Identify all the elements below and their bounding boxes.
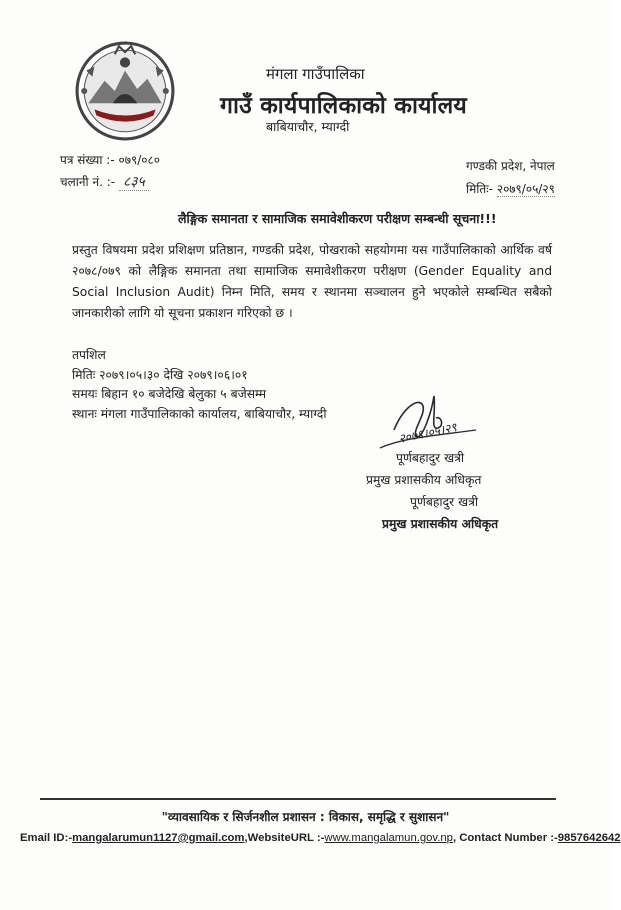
dispatch-number-value: ८३५ bbox=[119, 174, 149, 191]
signer-title-printed: प्रमुख प्रशासकीय अधिकृत bbox=[382, 517, 499, 531]
nepal-emblem-icon bbox=[74, 40, 176, 142]
contact-number[interactable]: 9857642642 bbox=[557, 832, 621, 844]
office-location: बाबियाचौर, म्याग्दी bbox=[266, 119, 350, 134]
signature-scribble bbox=[372, 390, 482, 452]
contact-label: , Contact Number :- bbox=[452, 832, 558, 844]
footer-contact bbox=[20, 832, 621, 844]
details-place: स्थानः मंगला गाउँपालिकाको कार्यालय, बाबियाचौर, म्याग्दी bbox=[72, 406, 327, 421]
letter-date-value: २०७९/०५/२९ bbox=[496, 182, 555, 196]
dispatch-number bbox=[60, 172, 149, 191]
details-heading: तपशिल bbox=[72, 348, 106, 362]
footer-divider bbox=[40, 798, 556, 800]
province-label: गण्डकी प्रदेश, नेपाल bbox=[466, 159, 555, 173]
website-label: ,WebsiteURL :- bbox=[244, 832, 325, 844]
notice-details bbox=[72, 346, 327, 424]
footer-slogan: "व्यावसायिक र सिर्जनशील प्रशासन : विकास, समृद्धि र सुशासन" bbox=[161, 810, 450, 824]
dispatch-number-label: चलानी नं. :- bbox=[60, 175, 116, 189]
municipality-name: मंगला गाउँपालिका bbox=[266, 65, 365, 83]
website-link[interactable]: www.mangalamun.gov.np bbox=[324, 832, 453, 844]
notice-body: प्रस्तुत विषयमा प्रदेश प्रशिक्षण प्रतिष्ठान, गण्डकी प्रदेश, पोखराको सहयोगमा यस गाउँपालिकाको आर्थिक वर्ष २०७८/०७९ को लैङ्गिक समानता तथा सामाजिक समावेशीकरण परीक्षण (Gender Equality and Social Inclusion Audit) निम्न मिति, समय र स्थानमा सञ्चालन हुने भएकोले सम्बन्धित सबैको जानकारीको लागि यो सूचना प्रकाशन गरिएको छ । bbox=[72, 243, 552, 320]
letter-date bbox=[466, 180, 555, 197]
letter-number-value: ०७९/०८० bbox=[118, 153, 160, 167]
signer-title: प्रमुख प्रशासकीय अधिकृत bbox=[366, 473, 482, 487]
email-label: Email ID:- bbox=[20, 832, 73, 844]
details-date: मितिः २०७९।०५।३० देखि २०७९।०६।०१ bbox=[72, 367, 248, 382]
letter-number-label: पत्र संख्या :- bbox=[60, 153, 115, 167]
notice-subject: लैङ्गिक समानता र सामाजिक समावेशीकरण परीक्षण सम्बन्धी सूचना!!! bbox=[178, 211, 497, 226]
signature-date: २०७९।०५।२९ bbox=[397, 420, 458, 446]
email-link[interactable]: mangalarumun1127@gmail.com bbox=[72, 832, 245, 844]
office-name: गाउँ कार्यपालिकाको कार्यालय bbox=[220, 93, 467, 119]
signer-name-printed: पूर्णबहादुर खत्री bbox=[410, 495, 479, 509]
details-time: समयः बिहान १० बजेदेखि बेलुका ५ बजेसम्म bbox=[72, 387, 267, 401]
signer-name: पूर्णबहादुर खत्री bbox=[396, 451, 465, 465]
letter-number bbox=[60, 151, 160, 168]
letter-date-label: मितिः- bbox=[466, 182, 493, 196]
